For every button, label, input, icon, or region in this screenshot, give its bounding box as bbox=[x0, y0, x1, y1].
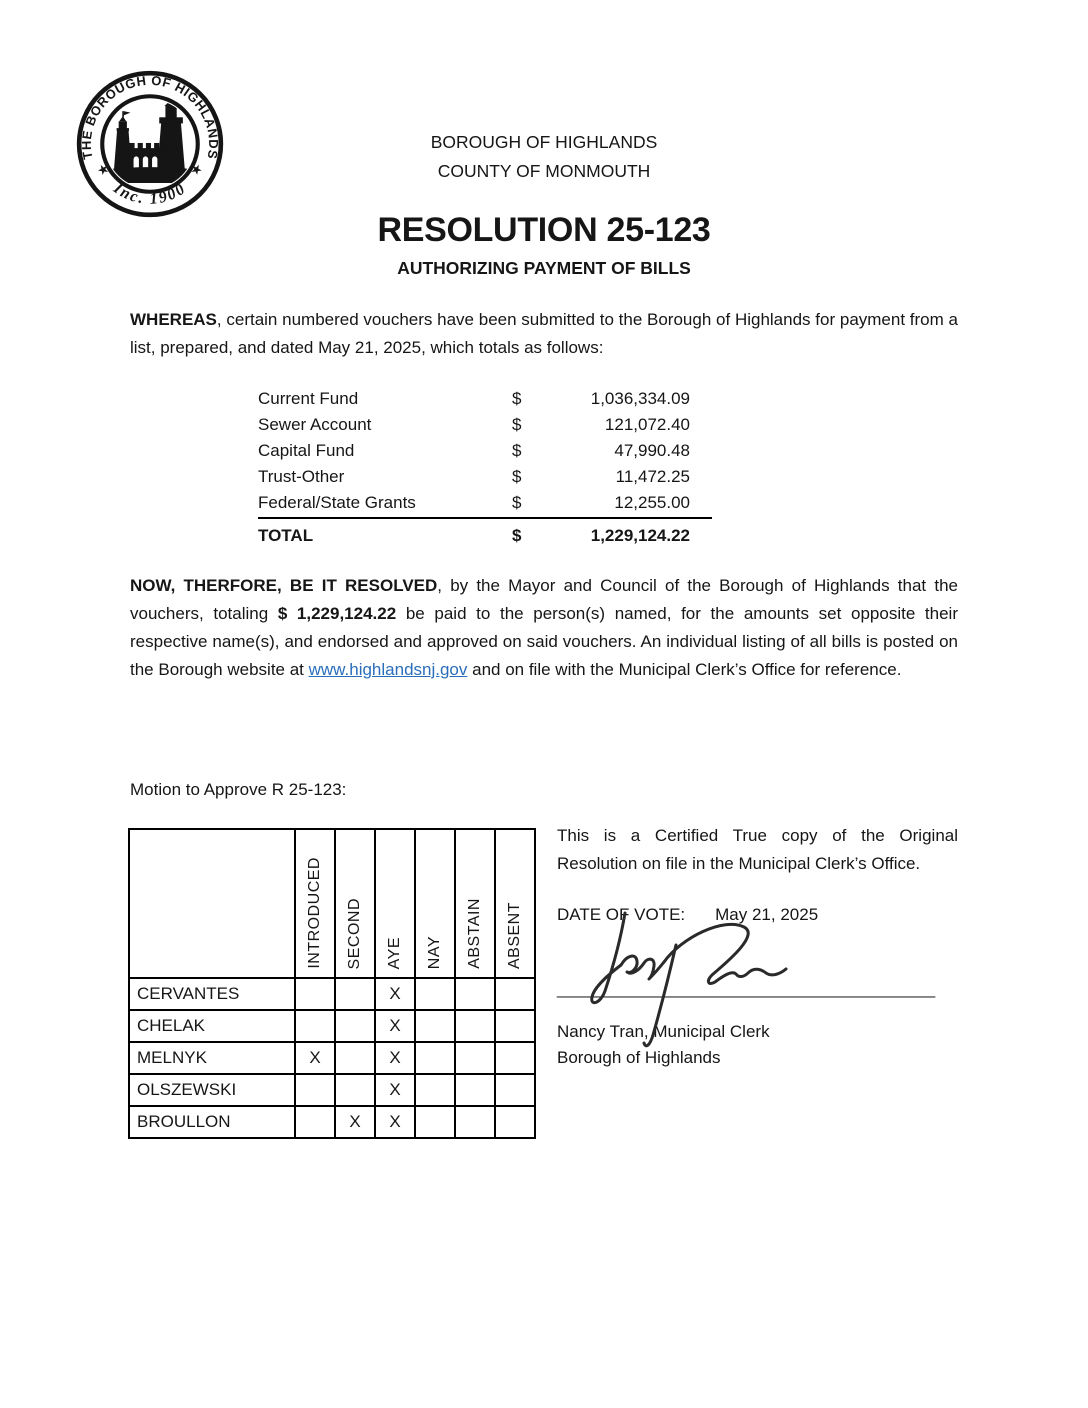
fund-amount: 47,990.48 bbox=[614, 441, 690, 460]
whereas-paragraph bbox=[130, 306, 958, 362]
fund-row bbox=[258, 464, 712, 490]
vote-mark-cell bbox=[455, 1106, 495, 1138]
resolution-title: RESOLUTION 25-123 bbox=[377, 211, 711, 249]
vote-mark-cell bbox=[495, 978, 535, 1010]
vote-mark-cell bbox=[415, 1010, 455, 1042]
vote-mark-cell bbox=[335, 978, 375, 1010]
vote-col-nay bbox=[415, 829, 455, 978]
vote-mark-cell bbox=[495, 1042, 535, 1074]
fund-rows bbox=[258, 386, 712, 519]
seal-text-bottom: Inc. 1900 bbox=[110, 179, 190, 208]
vote-row bbox=[129, 1010, 535, 1042]
vote-mark-cell bbox=[295, 1074, 335, 1106]
whereas-text: , certain numbered vouchers have been submitted to the Borough of Highlands for payment from a list, prepared, and dated May 21, 2025, which totals as follows: bbox=[130, 310, 958, 357]
date-of-vote-line bbox=[557, 901, 958, 929]
clerk-org: Borough of Highlands bbox=[557, 1048, 721, 1067]
vote-row bbox=[129, 978, 535, 1010]
signature-names bbox=[557, 1019, 770, 1071]
borough-seal bbox=[74, 68, 226, 220]
vote-mark-cell bbox=[295, 1010, 335, 1042]
fund-amount: 121,072.40 bbox=[604, 415, 690, 434]
org-name-line2: COUNTY OF MONMOUTH bbox=[437, 161, 651, 181]
date-of-vote-value: May 21, 2025 bbox=[715, 905, 819, 924]
resolved-paragraph bbox=[130, 572, 958, 684]
signature-line: ________________________________________ bbox=[557, 979, 936, 998]
vote-mark-cell: X bbox=[335, 1106, 375, 1138]
vote-table-head bbox=[129, 829, 535, 978]
vote-col-label: SECOND bbox=[346, 897, 363, 969]
fund-total-row bbox=[258, 519, 712, 550]
resolved-lead: NOW, THERFORE, BE IT RESOLVED bbox=[130, 576, 438, 595]
vote-table-body bbox=[129, 978, 535, 1138]
seal-star-left: ★ bbox=[94, 160, 113, 179]
seal-star-right: ★ bbox=[187, 159, 206, 179]
date-of-vote-label: DATE OF VOTE: bbox=[557, 905, 686, 924]
fund-row bbox=[258, 438, 712, 464]
signature-block bbox=[557, 931, 958, 1083]
vote-mark-cell bbox=[415, 1042, 455, 1074]
vote-col-label: ABSTAIN bbox=[466, 898, 483, 969]
motion-label: Motion to Approve R 25-123: bbox=[130, 780, 347, 799]
vote-mark-cell bbox=[295, 1106, 335, 1138]
vote-mark-cell: X bbox=[375, 1042, 415, 1074]
vote-mark-cell bbox=[495, 1010, 535, 1042]
vote-mark-cell: X bbox=[295, 1042, 335, 1074]
fund-label: Capital Fund bbox=[258, 441, 355, 460]
fund-total-label: TOTAL bbox=[258, 526, 314, 545]
vote-mark-cell bbox=[455, 1010, 495, 1042]
vote-member-name: OLSZEWSKI bbox=[129, 1074, 295, 1106]
vote-member-name: CERVANTES bbox=[129, 978, 295, 1010]
fund-currency: $ bbox=[512, 415, 522, 434]
resolution-subtitle: AUTHORIZING PAYMENT OF BILLS bbox=[397, 258, 691, 278]
vote-col-aye bbox=[375, 829, 415, 978]
fund-label: Federal/State Grants bbox=[258, 493, 416, 512]
fund-amount: 1,036,334.09 bbox=[590, 389, 690, 408]
vote-col-label: INTRODUCED bbox=[306, 857, 323, 969]
vote-mark-cell bbox=[455, 1042, 495, 1074]
fund-currency: $ bbox=[512, 441, 522, 460]
fund-total-currency: $ bbox=[512, 526, 522, 545]
vote-row bbox=[129, 1042, 535, 1074]
vote-col-label: NAY bbox=[426, 935, 443, 969]
vote-mark-cell bbox=[415, 1106, 455, 1138]
vote-col-label: ABSENT bbox=[506, 901, 523, 969]
fund-label: Sewer Account bbox=[258, 415, 372, 434]
borough-seal-image bbox=[74, 68, 226, 220]
vote-table bbox=[128, 828, 536, 1139]
vote-header-row bbox=[129, 829, 535, 978]
fund-currency: $ bbox=[512, 389, 522, 408]
seal-twin-lights-art bbox=[103, 93, 197, 183]
vote-mark-cell: X bbox=[375, 1106, 415, 1138]
vote-mark-cell bbox=[455, 978, 495, 1010]
borough-website-link[interactable]: www.highlandsnj.gov bbox=[308, 660, 468, 679]
vote-member-name: CHELAK bbox=[129, 1010, 295, 1042]
fund-currency: $ bbox=[512, 493, 522, 512]
document-body bbox=[130, 306, 958, 1139]
clerk-name: Nancy Tran, Municipal Clerk bbox=[557, 1022, 770, 1041]
svg-text:Inc. 1900 bbox=[110, 179, 190, 207]
vote-name-header-cell bbox=[129, 829, 295, 978]
fund-amount: 11,472.25 bbox=[615, 467, 690, 486]
certification-column bbox=[557, 822, 958, 1083]
vote-col-absent bbox=[495, 829, 535, 978]
resolved-text-3: and on file with the Municipal Clerk’s Office for reference. bbox=[467, 660, 902, 679]
resolved-text-2: be paid to the person(s) named, for the amounts set opposite their respective name(s), and endorsed and approved on said vouchers. An individual listing of all bills is posted on the Borough website at bbox=[130, 604, 958, 679]
vote-member-name: MELNYK bbox=[129, 1042, 295, 1074]
seal-text-top: THE BOROUGH OF HIGHLANDS bbox=[78, 72, 222, 161]
funds-table bbox=[258, 386, 712, 550]
vote-mark-cell bbox=[335, 1042, 375, 1074]
resolved-amount: $ 1,229,124.22 bbox=[277, 604, 397, 623]
vote-mark-cell bbox=[335, 1010, 375, 1042]
org-name-line1: BOROUGH OF HIGHLANDS bbox=[430, 132, 658, 152]
vote-mark-cell bbox=[295, 978, 335, 1010]
vote-mark-cell: X bbox=[375, 978, 415, 1010]
vote-mark-cell: X bbox=[375, 1010, 415, 1042]
fund-amount: 12,255.00 bbox=[614, 493, 690, 512]
fund-label: Trust-Other bbox=[258, 467, 345, 486]
certification-text: This is a Certified True copy of the Original Resolution on file in the Municipal Clerk’s Office. bbox=[557, 826, 958, 873]
fund-row bbox=[258, 490, 712, 519]
vote-col-label: AYE bbox=[386, 936, 403, 969]
vote-mark-cell: X bbox=[375, 1074, 415, 1106]
vote-mark-cell bbox=[415, 978, 455, 1010]
vote-row bbox=[129, 1074, 535, 1106]
resolved-text-1: , by the Mayor and Council of the Borough of Highlands that the vouchers, totaling bbox=[130, 576, 958, 623]
vote-row bbox=[129, 1106, 535, 1138]
vote-col-abstain bbox=[455, 829, 495, 978]
fund-row bbox=[258, 412, 712, 438]
fund-label: Current Fund bbox=[258, 389, 359, 408]
vote-mark-cell bbox=[415, 1074, 455, 1106]
vote-col-second bbox=[335, 829, 375, 978]
fund-currency: $ bbox=[512, 467, 522, 486]
bottom-section bbox=[130, 828, 958, 1139]
vote-mark-cell bbox=[495, 1074, 535, 1106]
vote-col-introduced bbox=[295, 829, 335, 978]
vote-mark-cell bbox=[455, 1074, 495, 1106]
whereas-lead: WHEREAS bbox=[130, 310, 217, 329]
vote-mark-cell bbox=[335, 1074, 375, 1106]
fund-total-amount: 1,229,124.22 bbox=[590, 526, 690, 545]
vote-mark-cell bbox=[495, 1106, 535, 1138]
vote-member-name: BROULLON bbox=[129, 1106, 295, 1138]
fund-row bbox=[258, 386, 712, 412]
